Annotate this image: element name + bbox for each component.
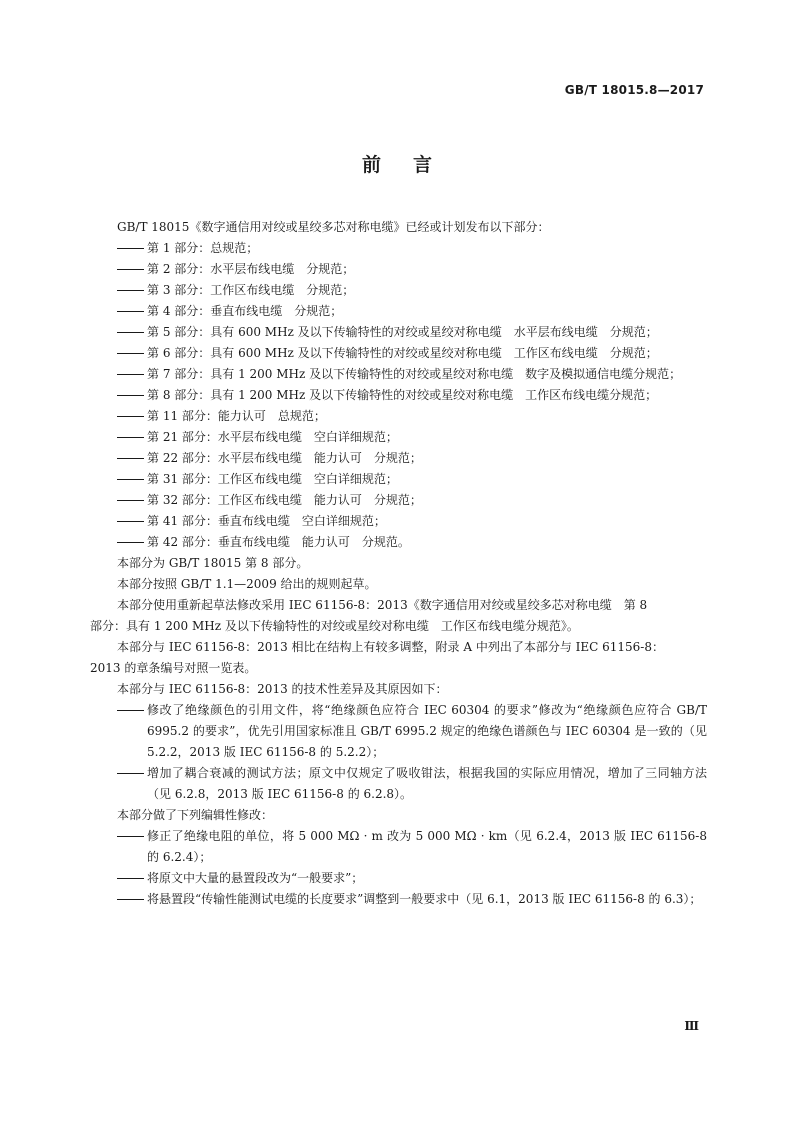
paragraph-continuation: 部分：具有 1 200 MHz 及以下传输特性的对绞或星绞对称电缆 工作区布线电缆分规范》。 bbox=[90, 619, 579, 633]
paragraph: 本部分为 GB/T 18015 第 8 部分。 bbox=[117, 556, 309, 570]
list-item: 增加了耦合衰减的测试方法；原文中仅规定了吸收钳法，根据我国的实际应用情况，增加了三同轴方法（见 6.2.8，2013 版 IEC 61156-8 的 6.2.8）。 bbox=[147, 766, 707, 801]
list-item: 将悬置段“传输性能测试电缆的长度要求”调整到一般要求中（见 6.1，2013 版 IEC 61156-8 的 6.3）； bbox=[147, 892, 702, 906]
document-body bbox=[90, 217, 707, 910]
list-item: 第 22 部分：水平层布线电缆 能力认可 分规范； bbox=[147, 451, 422, 465]
list-item: 第 1 部分：总规范； bbox=[147, 241, 259, 255]
paragraph: 本部分做了下列编辑性修改： bbox=[117, 808, 274, 822]
list-item: 将原文中大量的悬置段改为“一般要求”； bbox=[147, 871, 364, 885]
list-item: 修改了绝缘颜色的引用文件，将“绝缘颜色应符合 IEC 60304 的要求”修改为“绝缘颜色应符合 GB/T 6995.2 的要求”，优先引用国家标准且 GB/T 6995.2 规定的绝缘色谱颜色与 IEC 60304 是一致的（见 5.2.2，2013 版 IEC 61156-8 的 5.2.2）； bbox=[147, 703, 707, 759]
list-item: 第 6 部分：具有 600 MHz 及以下传输特性的对绞或星绞对称电缆 工作区布线电缆 分规范； bbox=[147, 346, 658, 360]
paragraph-continuation: 2013 的章条编号对照一览表。 bbox=[90, 661, 257, 675]
paragraph: 本部分与 IEC 61156-8：2013 的技术性差异及其原因如下： bbox=[117, 682, 448, 696]
list-item: 第 31 部分：工作区布线电缆 空白详细规范； bbox=[147, 472, 398, 486]
list-item: 第 32 部分：工作区布线电缆 能力认可 分规范； bbox=[147, 493, 422, 507]
page-title: 前言 bbox=[361, 154, 464, 176]
intro-paragraph: GB/T 18015《数字通信用对绞或星绞多芯对称电缆》已经或计划发布以下部分： bbox=[117, 220, 550, 234]
list-item: 第 11 部分：能力认可 总规范； bbox=[147, 409, 326, 423]
page-number: Ⅲ bbox=[684, 1019, 699, 1033]
list-item: 第 42 部分：垂直布线电缆 能力认可 分规范。 bbox=[147, 535, 410, 549]
list-item: 第 3 部分：工作区布线电缆 分规范； bbox=[147, 283, 355, 297]
list-item: 第 2 部分：水平层布线电缆 分规范； bbox=[147, 262, 355, 276]
standard-number: GB/T 18015.8—2017 bbox=[564, 83, 704, 97]
list-item: 第 5 部分：具有 600 MHz 及以下传输特性的对绞或星绞对称电缆 水平层布线电缆 分规范； bbox=[147, 325, 658, 339]
paragraph: 本部分按照 GB/T 1.1—2009 给出的规则起草。 bbox=[117, 577, 377, 591]
paragraph: 本部分使用重新起草法修改采用 IEC 61156-8：2013《数字通信用对绞或星绞多芯对称电缆 第 8 bbox=[117, 598, 648, 612]
list-item: 修正了绝缘电阻的单位，将 5 000 MΩ · m 改为 5 000 MΩ · km（见 6.2.4，2013 版 IEC 61156-8 的 6.2.4）； bbox=[147, 829, 707, 864]
list-item: 第 8 部分：具有 1 200 MHz 及以下传输特性的对绞或星绞对称电缆 工作区布线电缆分规范； bbox=[147, 388, 658, 402]
list-item: 第 41 部分：垂直布线电缆 空白详细规范； bbox=[147, 514, 386, 528]
list-item: 第 4 部分：垂直布线电缆 分规范； bbox=[147, 304, 343, 318]
paragraph: 本部分与 IEC 61156-8：2013 相比在结构上有较多调整，附录 A 中列出了本部分与 IEC 61156-8： bbox=[117, 640, 664, 654]
list-item: 第 7 部分：具有 1 200 MHz 及以下传输特性的对绞或星绞对称电缆 数字及模拟通信电缆分规范； bbox=[147, 367, 682, 381]
list-item: 第 21 部分：水平层布线电缆 空白详细规范； bbox=[147, 430, 398, 444]
